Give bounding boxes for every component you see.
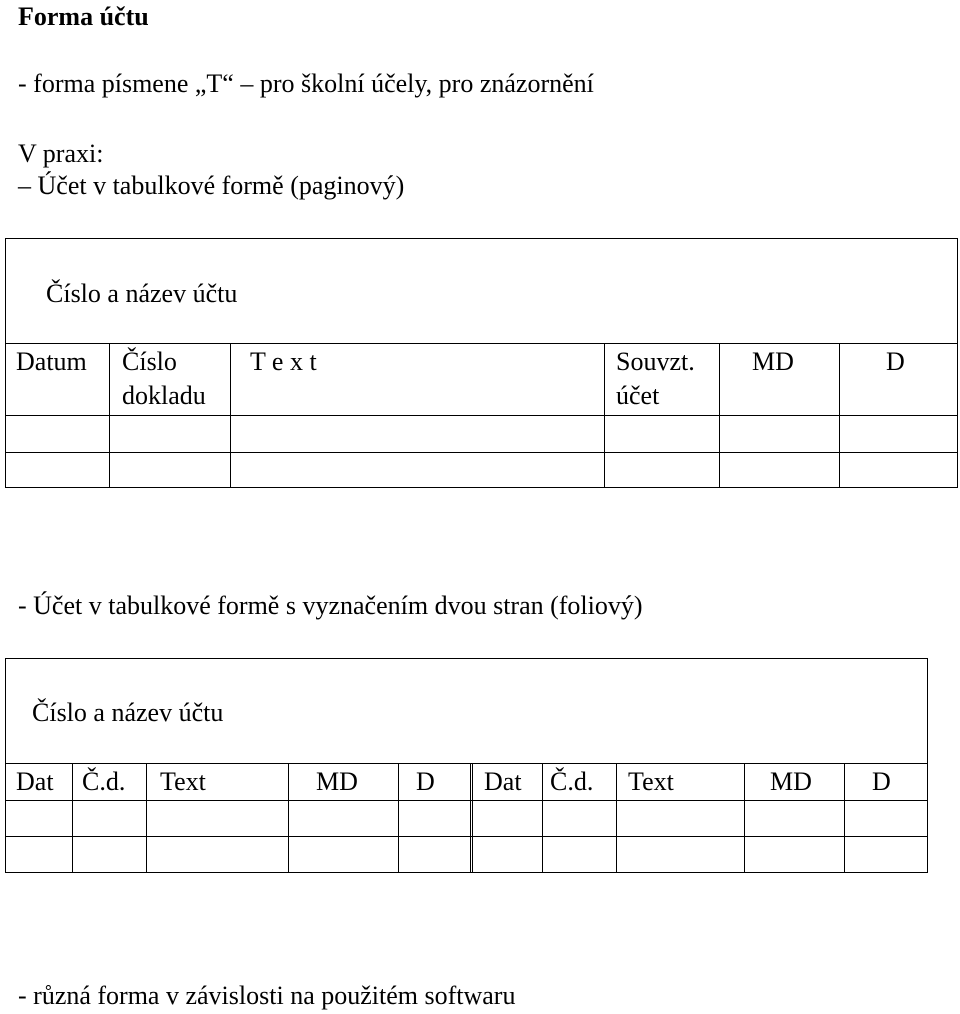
foliovy-table-caption: Číslo a název účtu [32,698,224,727]
header-dat-left: Dat [16,767,54,796]
header-cd-left: Č.d. [82,767,126,796]
header-dat-right: Dat [484,767,522,796]
header-datum: Datum [16,347,87,376]
paginovy-table-caption: Číslo a název účtu [46,279,238,308]
header-cd-right: Č.d. [550,767,594,796]
paginovy-empty-row-1 [5,415,958,452]
software-note: - různá forma v závislosti na použitém softwaru [18,981,516,1010]
foliovy-description: - Účet v tabulkové formě s vyznačením dvou stran (foliový) [18,591,643,620]
header-md: MD [752,347,794,376]
foliovy-header-top-border [5,763,928,764]
intro-line-in-practice: V praxi: [18,139,104,168]
paginovy-header-top-border [5,343,958,344]
header-d: D [886,347,905,376]
header-text-right: Text [628,767,674,796]
header-d-right: D [872,767,891,796]
header-cislo-line2: dokladu [122,381,206,410]
header-souvzt-line2: účet [616,381,660,410]
paginovy-empty-row-2 [5,452,958,488]
page-heading: Forma účtu [18,2,149,31]
header-md-right: MD [770,767,812,796]
foliovy-empty-row-2 [5,836,928,873]
intro-line-t-form: - forma písmene „T“ – pro školní účely, pro znázornění [18,69,594,98]
header-text-left: Text [160,767,206,796]
header-md-left: MD [316,767,358,796]
foliovy-empty-row-1 [5,800,928,836]
header-d-left: D [416,767,435,796]
header-cislo-line1: Číslo [122,347,177,376]
header-text: T e x t [250,347,317,376]
header-souvzt-line1: Souvzt. [616,347,695,376]
intro-line-paginovy: – Účet v tabulkové formě (paginový) [18,171,405,200]
